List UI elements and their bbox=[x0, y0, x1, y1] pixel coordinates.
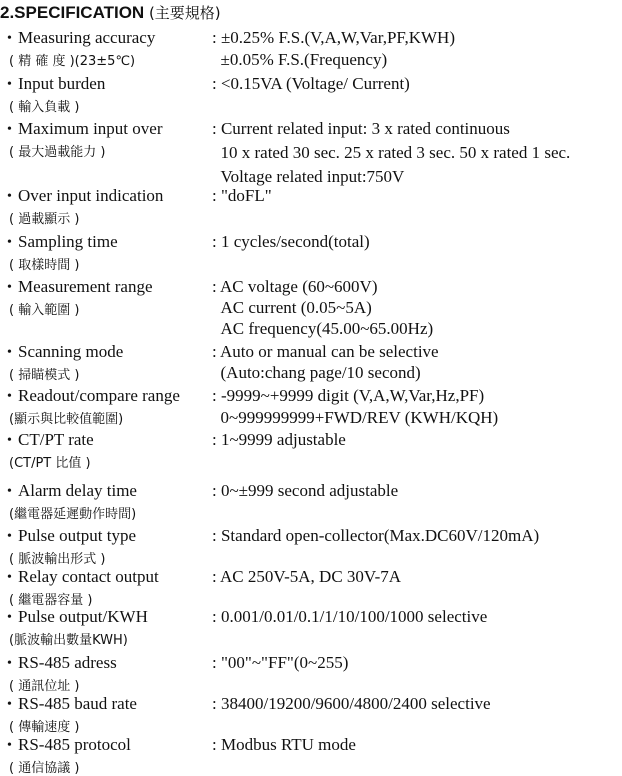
bullet-icon: • bbox=[7, 235, 12, 250]
spec-label: CT/PT rate bbox=[18, 430, 94, 449]
spec-label: Alarm delay time bbox=[18, 481, 137, 500]
spec-value: : Modbus RTU mode bbox=[212, 735, 356, 754]
spec-label-zh: ( 過載顯示 ) bbox=[9, 212, 80, 227]
section-title-sub: (主要規格) bbox=[148, 4, 221, 22]
spec-label: Input burden bbox=[18, 74, 106, 93]
spec-label: Pulse output type bbox=[18, 526, 137, 545]
spec-value: : 1 cycles/second(total) bbox=[212, 232, 370, 251]
spec-value: : Auto or manual can be selective bbox=[212, 342, 439, 361]
spec-label-zh: (CT/PT 比值 ) bbox=[9, 456, 91, 471]
bullet-icon: • bbox=[7, 31, 12, 46]
spec-value: AC current (0.05~5A) bbox=[212, 298, 372, 317]
bullet-icon: • bbox=[7, 656, 12, 671]
spec-label: Readout/compare range bbox=[18, 386, 180, 405]
spec-label-zh: ( 掃瞄模式 ) bbox=[9, 368, 80, 383]
spec-value: 10 x rated 30 sec. 25 x rated 3 sec. 50 x rated 1 sec. bbox=[212, 143, 571, 162]
spec-label-zh: ( 取樣時間 ) bbox=[9, 258, 80, 273]
spec-value: : <0.15VA (Voltage/ Current) bbox=[212, 74, 410, 93]
spec-value: : -9999~+9999 digit (V,A,W,Var,Hz,PF) bbox=[212, 386, 485, 405]
spec-label: Measurement range bbox=[18, 277, 153, 296]
bullet-icon: • bbox=[7, 189, 12, 204]
bullet-icon: • bbox=[7, 570, 12, 585]
bullet-icon: • bbox=[7, 738, 12, 753]
bullet-icon: • bbox=[7, 529, 12, 544]
bullet-icon: • bbox=[7, 484, 12, 499]
bullet-icon: • bbox=[7, 122, 12, 137]
spec-value: : ±0.25% F.S.(V,A,W,Var,PF,KWH) bbox=[212, 28, 455, 47]
spec-label-zh: ( 傳輸速度 ) bbox=[9, 720, 80, 735]
spec-value: : AC voltage (60~600V) bbox=[212, 277, 378, 296]
spec-label-zh: (脈波輸出數量KWH) bbox=[9, 633, 128, 648]
spec-label-zh: ( 輸入負載 ) bbox=[9, 100, 80, 115]
spec-label-zh: ( 通訊位址 ) bbox=[9, 679, 80, 694]
bullet-icon: • bbox=[7, 77, 12, 92]
spec-value: : "doFL" bbox=[212, 186, 272, 205]
spec-label: RS-485 protocol bbox=[18, 735, 131, 754]
spec-label: Maximum input over bbox=[18, 119, 163, 138]
spec-value: : Current related input: 3 x rated continuous bbox=[212, 119, 510, 138]
spec-value: 0~999999999+FWD/REV (KWH/KQH) bbox=[212, 408, 499, 427]
spec-label: RS-485 adress bbox=[18, 653, 117, 672]
spec-value: AC frequency(45.00~65.00Hz) bbox=[212, 319, 434, 338]
spec-label: Sampling time bbox=[18, 232, 118, 251]
spec-label: RS-485 baud rate bbox=[18, 694, 137, 713]
spec-value: Voltage related input:750V bbox=[212, 167, 405, 186]
spec-label-zh: ( 輸入範圍 ) bbox=[9, 303, 80, 318]
spec-label: Pulse output/KWH bbox=[18, 607, 148, 626]
bullet-icon: • bbox=[7, 697, 12, 712]
spec-value: ±0.05% F.S.(Frequency) bbox=[212, 50, 388, 69]
spec-label-zh: ( 通信協議 ) bbox=[9, 761, 80, 776]
spec-value: : 0.001/0.01/0.1/1/10/100/1000 selective bbox=[212, 607, 488, 626]
section-title bbox=[0, 2, 221, 23]
spec-value: : Standard open-collector(Max.DC60V/120mA) bbox=[212, 526, 540, 545]
spec-label-zh: ( 脈波輸出形式 ) bbox=[9, 552, 106, 567]
spec-label-zh: ( 繼電器容量 ) bbox=[9, 593, 93, 608]
spec-value: : AC 250V-5A, DC 30V-7A bbox=[212, 567, 402, 586]
bullet-icon: • bbox=[7, 345, 12, 360]
spec-label-zh: (繼電器延遲動作時間) bbox=[9, 507, 137, 522]
spec-value: : "00"~"FF"(0~255) bbox=[212, 653, 349, 672]
spec-value: : 0~±999 second adjustable bbox=[212, 481, 399, 500]
spec-label: Scanning mode bbox=[18, 342, 124, 361]
spec-label-zh: ( 最大過載能力 ) bbox=[9, 145, 106, 160]
bullet-icon: • bbox=[7, 433, 12, 448]
spec-label: Over input indication bbox=[18, 186, 164, 205]
spec-value: : 38400/19200/9600/4800/2400 selective bbox=[212, 694, 491, 713]
spec-label-zh: ( 精 確 度 )(23±5℃) bbox=[9, 54, 136, 69]
spec-value: : 1~9999 adjustable bbox=[212, 430, 346, 449]
spec-label: Measuring accuracy bbox=[18, 28, 156, 47]
bullet-icon: • bbox=[7, 610, 12, 625]
bullet-icon: • bbox=[7, 280, 12, 295]
spec-label: Relay contact output bbox=[18, 567, 159, 586]
section-title-main: 2.SPECIFICATION bbox=[0, 3, 145, 22]
spec-label-zh: (顯示與比較值範圍) bbox=[9, 412, 124, 427]
spec-value: (Auto:chang page/10 second) bbox=[212, 363, 421, 382]
bullet-icon: • bbox=[7, 389, 12, 404]
